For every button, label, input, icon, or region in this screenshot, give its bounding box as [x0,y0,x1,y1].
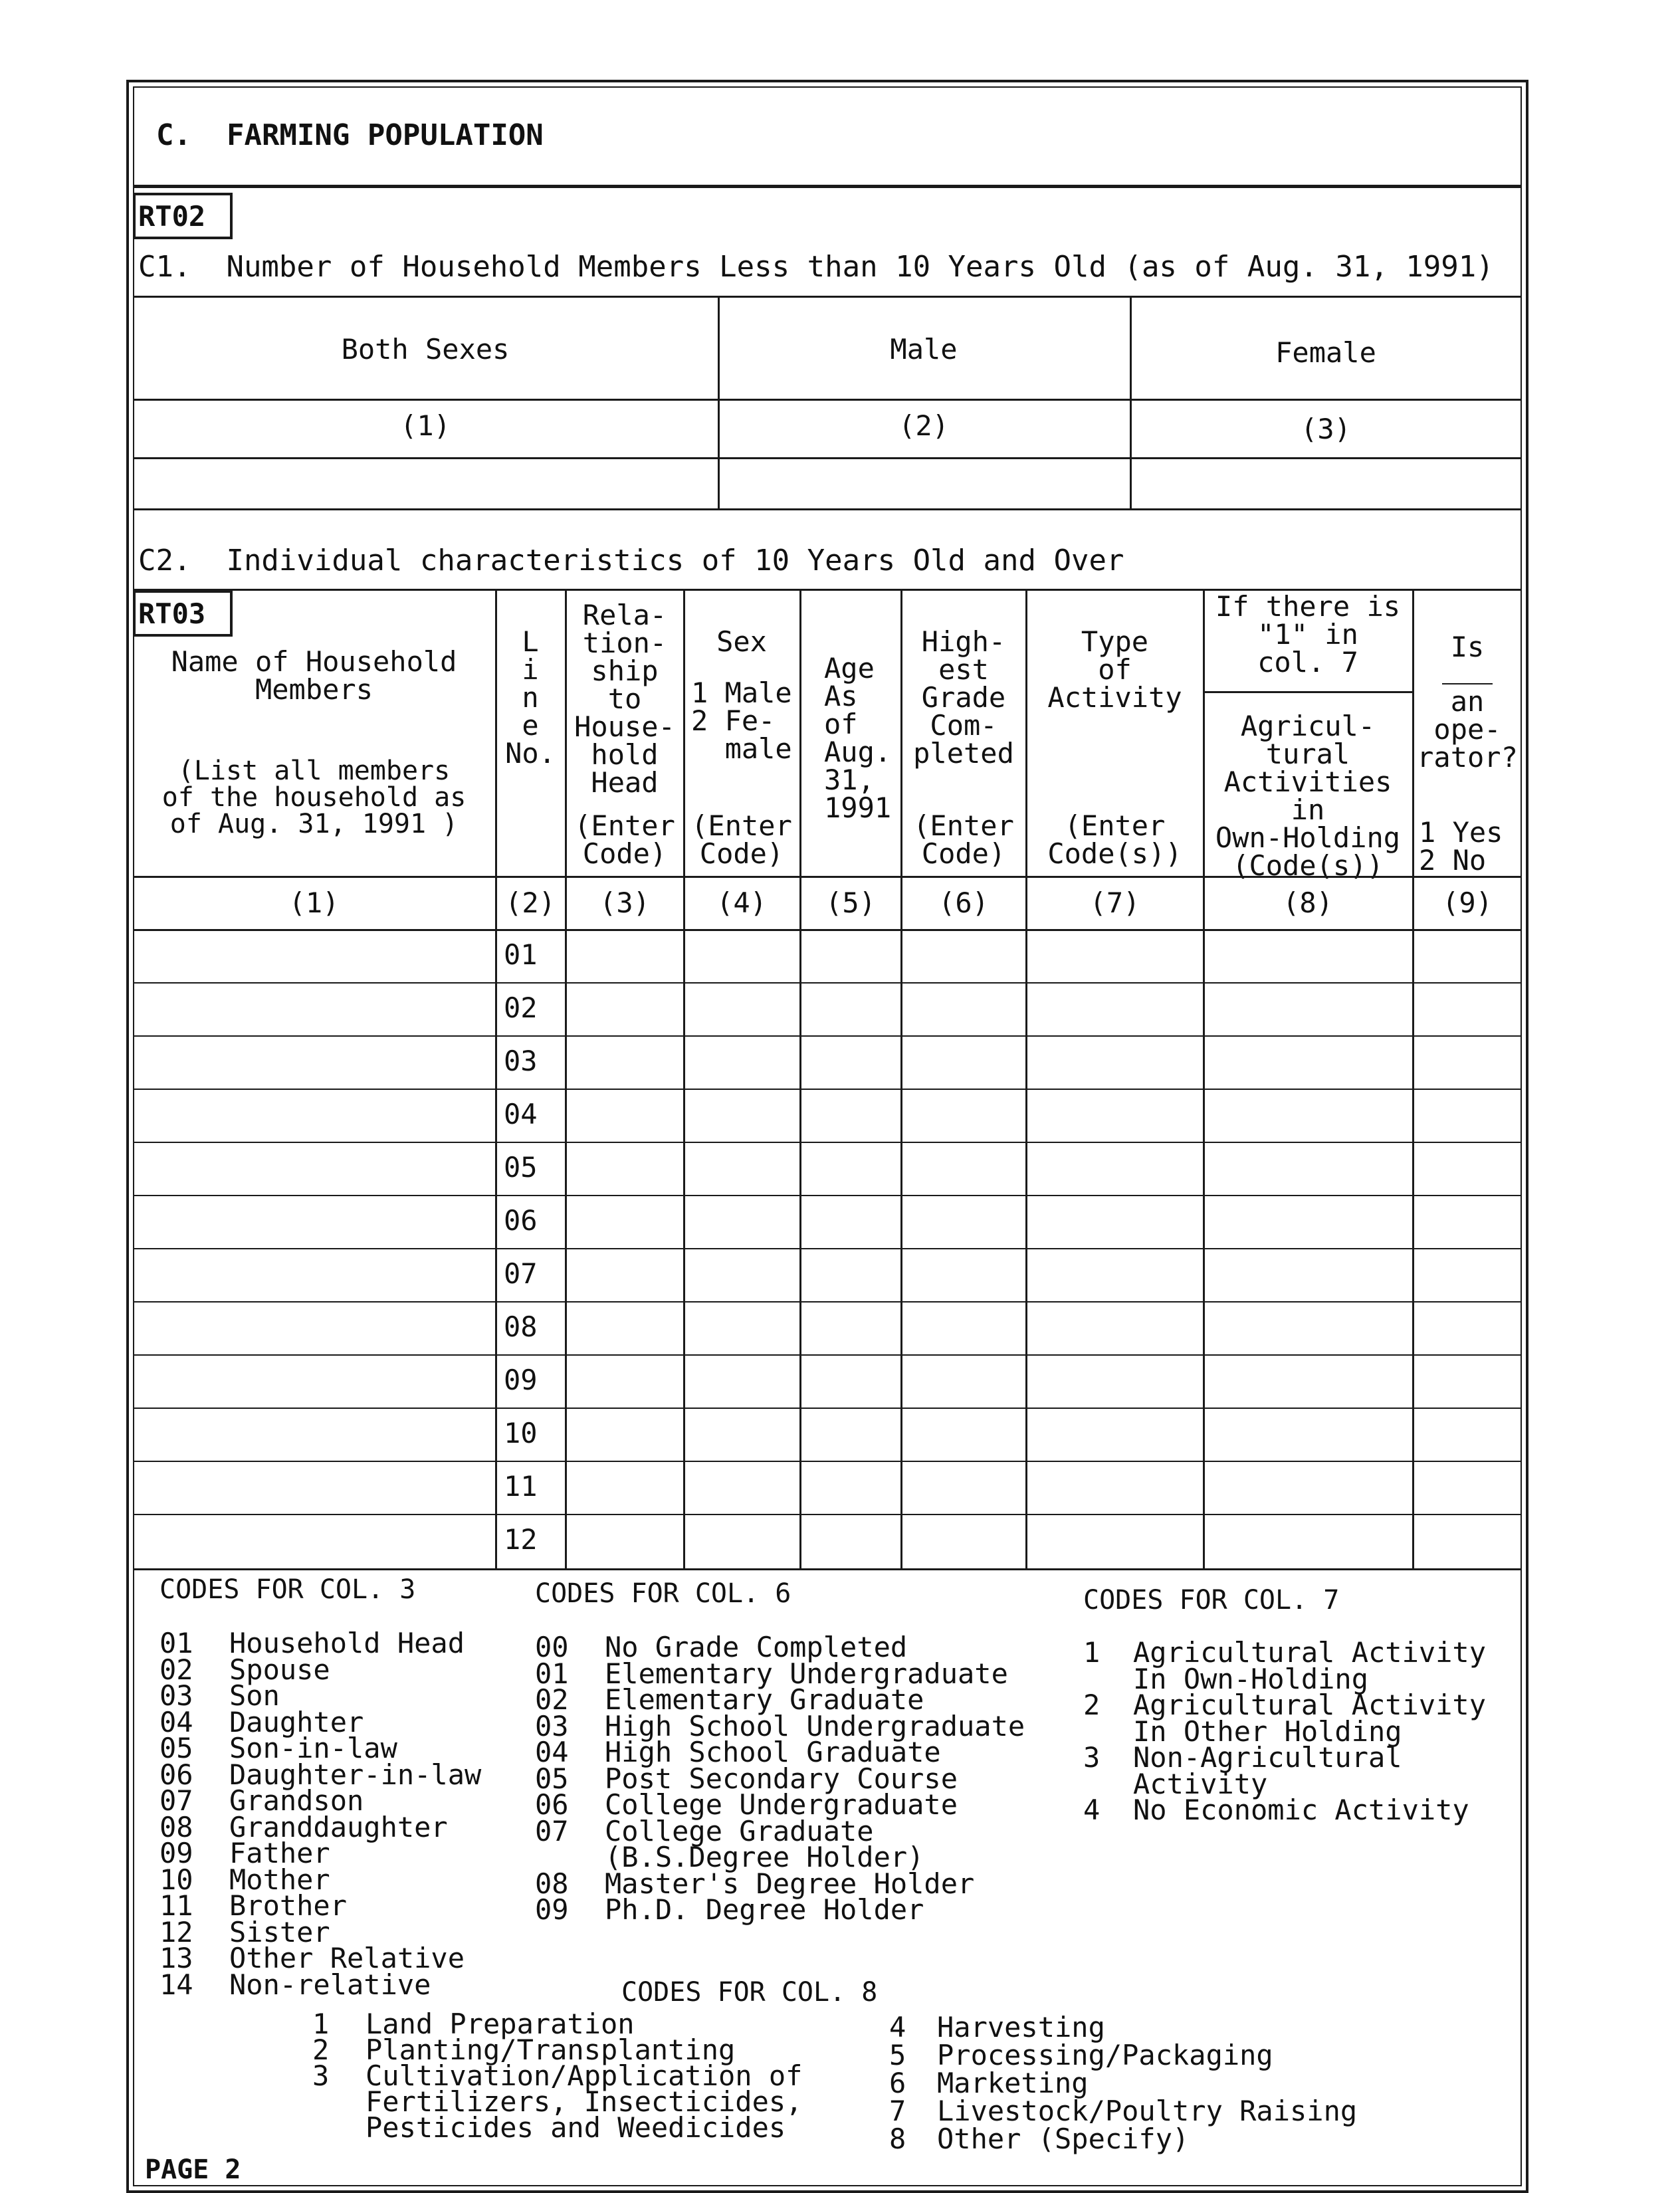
cell-sex[interactable] [685,984,797,1035]
c2-col4-header: Sex [716,625,767,658]
cell-operator[interactable] [1414,1410,1521,1460]
cell-agri-activities[interactable] [1205,1516,1410,1566]
cell-grade[interactable] [902,1144,1023,1194]
code-number: 5 [889,2039,906,2071]
cell-name[interactable] [135,1037,493,1088]
c2-col6-note: (Enter Code) [913,809,1014,870]
cell-name[interactable] [135,1463,493,1513]
cell-grade[interactable] [902,1516,1023,1566]
row-rule [133,1035,1522,1037]
c2-colnum-7: (7) [1089,887,1140,919]
code-number: 6 [889,2067,906,2099]
cell-sex[interactable] [685,1303,797,1354]
c2-col6-header: High- est Grade Com- pleted [913,625,1014,770]
rt03-label: RT03 [138,597,206,630]
code-label: Brother [229,1889,348,1922]
code-label: Sister [229,1915,330,1948]
row-rule [133,1089,1522,1090]
c1-header-both-sexes: Both Sexes [341,333,510,366]
code-label: Livestock/Poultry Raising [937,2095,1358,2127]
cell-relationship[interactable] [567,1091,681,1141]
line-number: 05 [504,1151,538,1184]
cell-age[interactable] [801,931,898,982]
code-number: 7 [889,2095,906,2127]
code-label: Harvesting [937,2011,1105,2043]
c2-colnum-3: (3) [599,887,650,919]
cell-grade[interactable] [902,1356,1023,1407]
cell-agri-activities[interactable] [1205,1197,1410,1247]
code-number: 05 [535,1762,569,1795]
cell-relationship[interactable] [567,931,681,982]
code-number: 3 [1083,1741,1101,1774]
cell-age[interactable] [801,1356,898,1407]
cell-relationship[interactable] [567,1356,681,1407]
code-number: 14 [159,1968,193,2001]
cell-age[interactable] [801,1250,898,1301]
c1-input-male[interactable] [720,459,1129,508]
cell-grade[interactable] [902,1303,1023,1354]
cell-age[interactable] [801,1037,898,1088]
cell-operator[interactable] [1414,1144,1521,1194]
row-rule [133,1514,1522,1515]
cell-name[interactable] [135,931,493,982]
code-label: Fertilizers, Insecticides, [366,2085,803,2118]
cell-operator[interactable] [1414,1250,1521,1301]
code-label: Planting/Transplanting [366,2034,736,2066]
code-number: 05 [159,1732,193,1764]
code-label: Master's Degree Holder [605,1867,975,1900]
line-number: 12 [504,1523,538,1556]
code-label: Marketing [937,2067,1089,2099]
c1-title: C1. Number of Household Members Less than 10 Years Old (as of Aug. 31, 1991) [138,250,1494,284]
row-rule [133,982,1522,984]
code-label: Son [229,1679,280,1712]
c2-colnum-9: (9) [1442,887,1493,919]
code-number: 4 [1083,1794,1101,1826]
c1-input-female[interactable] [1132,459,1521,508]
cell-sex[interactable] [685,1463,797,1513]
c2-col2-header: L i n e No. [505,625,556,770]
cell-age[interactable] [801,984,898,1035]
cell-grade[interactable] [902,984,1023,1035]
cell-activity[interactable] [1027,1410,1201,1460]
line-number: 10 [504,1417,538,1449]
cell-relationship[interactable] [567,1463,681,1513]
cell-activity[interactable] [1027,1516,1201,1566]
cell-relationship[interactable] [567,1197,681,1247]
code-number: 01 [535,1657,569,1690]
cell-sex[interactable] [685,1197,797,1247]
code-number: 13 [159,1942,193,1974]
c2-header-rule [133,876,1522,878]
cell-agri-activities[interactable] [1205,1303,1410,1354]
c2-col3-header: Rela- tion- ship to House- hold Head [574,599,675,799]
code-number: 11 [159,1889,193,1922]
code-label: Elementary Undergraduate [605,1657,1008,1690]
code-number: 4 [889,2011,906,2043]
code-number: 2 [312,2034,330,2066]
c2-bottom-rule [133,1568,1522,1570]
c1-header-rule [133,399,1522,401]
page-label: PAGE 2 [145,2154,241,2185]
row-rule [133,1248,1522,1249]
code-number: 3 [312,2059,330,2092]
row-rule [133,1408,1522,1409]
cell-activity[interactable] [1027,1091,1201,1141]
line-number: 07 [504,1257,538,1290]
line-number: 04 [504,1098,538,1130]
cell-agri-activities[interactable] [1205,1463,1410,1513]
code-number: 8 [889,2123,906,2155]
code-label: College Undergraduate [605,1788,958,1821]
cell-name[interactable] [135,1356,493,1407]
cell-relationship[interactable] [567,1303,681,1354]
code-number: 06 [535,1788,569,1821]
c2-col7-note: (Enter Code(s)) [1047,809,1182,870]
cell-activity[interactable] [1027,931,1201,982]
cell-sex[interactable] [685,1091,797,1141]
code-number: 04 [535,1736,569,1768]
cell-grade[interactable] [902,1037,1023,1088]
c2-col1-note: (List all members of the household as of Aug. 31, 1991 ) [161,756,467,839]
code-label: Pesticides and Weedicides [366,2111,786,2144]
code-label: Granddaughter [229,1810,448,1843]
code-label: Post Secondary Course [605,1762,958,1795]
cell-age[interactable] [801,1463,898,1513]
cell-sex[interactable] [685,1356,797,1407]
cell-age[interactable] [801,1410,898,1460]
c2-col9-header2: an ope- rator? [1417,685,1518,774]
code-label: In Other Holding [1133,1715,1402,1748]
c2-col9-codes: 1 Yes 2 No [1419,816,1503,877]
cell-activity[interactable] [1027,1197,1201,1247]
cell-grade[interactable] [902,931,1023,982]
cell-sex[interactable] [685,1516,797,1566]
cell-operator[interactable] [1414,1197,1521,1247]
line-number: 08 [504,1310,538,1343]
code-label: Other (Specify) [937,2123,1190,2155]
c2-title: C2. Individual characteristics of 10 Years Old and Over [138,544,1124,577]
cell-grade[interactable] [902,1463,1023,1513]
c1-input-both-sexes[interactable] [135,459,717,508]
code-label: No Economic Activity [1133,1794,1469,1826]
c2-col8-divider [1205,691,1412,693]
cell-operator[interactable] [1414,1303,1521,1354]
code-number: 1 [312,2008,330,2040]
cell-grade[interactable] [902,1410,1023,1460]
cell-name[interactable] [135,1250,493,1301]
line-number: 01 [504,938,538,971]
cell-age[interactable] [801,1516,898,1566]
code-number: 07 [159,1784,193,1817]
code-label: High School Graduate [605,1736,941,1768]
code-number: 03 [535,1709,569,1742]
code-label: Son-in-law [229,1732,397,1764]
code-number: 08 [535,1867,569,1900]
code-label: Daughter-in-law [229,1758,482,1791]
code-label: Activity [1133,1767,1268,1800]
cell-relationship[interactable] [567,1516,681,1566]
code-label: Cultivation/Application of [366,2059,803,2092]
code-label: Spouse [229,1653,330,1686]
c2-colnum-2: (2) [505,887,556,919]
code-label: Ph.D. Degree Holder [605,1893,924,1926]
code-number: 03 [159,1679,193,1712]
c2-colnum-6: (6) [938,887,989,919]
code-label: No Grade Completed [605,1631,908,1663]
cell-agri-activities[interactable] [1205,931,1410,982]
cell-name[interactable] [135,1410,493,1460]
cell-activity[interactable] [1027,1037,1201,1088]
code-number: 09 [159,1837,193,1869]
cell-name[interactable] [135,1144,493,1194]
cell-activity[interactable] [1027,1303,1201,1354]
cell-operator[interactable] [1414,1356,1521,1407]
code-label: Father [229,1837,330,1869]
code-number: 02 [535,1683,569,1716]
c1-colnum-2: (2) [898,409,949,442]
cell-relationship[interactable] [567,1410,681,1460]
code-number: 1 [1083,1636,1101,1669]
code-number: 04 [159,1705,193,1738]
cell-age[interactable] [801,1197,898,1247]
cell-agri-activities[interactable] [1205,984,1410,1035]
c2-col9-rule [1442,683,1493,684]
code-label: (B.S.Degree Holder) [605,1841,924,1873]
cell-age[interactable] [801,1303,898,1354]
cell-age[interactable] [801,1144,898,1194]
cell-name[interactable] [135,984,493,1035]
row-rule [133,1354,1522,1356]
c2-colnum-8: (8) [1283,887,1333,919]
cell-activity[interactable] [1027,984,1201,1035]
cell-grade[interactable] [902,1250,1023,1301]
code-label: Household Head [229,1627,465,1659]
cell-operator[interactable] [1414,931,1521,982]
cell-activity[interactable] [1027,1250,1201,1301]
cell-agri-activities[interactable] [1205,1410,1410,1460]
cell-activity[interactable] [1027,1356,1201,1407]
code-label: Grandson [229,1784,364,1817]
cell-sex[interactable] [685,1144,797,1194]
cell-relationship[interactable] [567,1250,681,1301]
c2-col7-header: Type of Activity [1047,625,1182,714]
cell-agri-activities[interactable] [1205,1356,1410,1407]
c2-colnum-1: (1) [288,887,340,919]
code-label: In Own-Holding [1133,1662,1369,1695]
code-number: 02 [159,1653,193,1686]
c1-header-male: Male [890,333,958,366]
code-label: College Graduate [605,1814,874,1847]
code-label: Elementary Graduate [605,1683,924,1716]
c1-colnum-1: (1) [400,409,451,442]
code-number: 10 [159,1863,193,1896]
code-number: 08 [159,1810,193,1843]
code-label: Other Relative [229,1942,465,1974]
cell-agri-activities[interactable] [1205,1091,1410,1141]
code-label: Processing/Packaging [937,2039,1273,2071]
line-number: 06 [504,1204,538,1237]
row-rule [133,1301,1522,1303]
cell-agri-activities[interactable] [1205,1037,1410,1088]
c2-colnum-5: (5) [825,887,876,919]
c2-col8-top: If there is "1" in col. 7 [1215,590,1401,679]
cell-name[interactable] [135,1091,493,1141]
cell-sex[interactable] [685,1250,797,1301]
row-rule [133,1142,1522,1143]
c1-header-female: Female [1275,336,1376,369]
c2-colnum-4: (4) [716,887,767,919]
code-number: 07 [535,1814,569,1847]
codes-col3-title: CODES FOR COL. 3 [159,1574,416,1605]
cell-activity[interactable] [1027,1144,1201,1194]
codes-col7-title: CODES FOR COL. 7 [1083,1585,1340,1616]
line-number: 09 [504,1364,538,1396]
c2-col5-header: Age As of Aug. 31, 1991 [824,652,892,824]
cell-activity[interactable] [1027,1463,1201,1513]
cell-name[interactable] [135,1197,493,1247]
code-label: Daughter [229,1705,364,1738]
cell-relationship[interactable] [567,984,681,1035]
c1-bottom-rule [133,508,1522,510]
cell-relationship[interactable] [567,1144,681,1194]
cell-sex[interactable] [685,1410,797,1460]
line-number: 02 [504,992,538,1024]
code-label: High School Undergraduate [605,1709,1025,1742]
cell-operator[interactable] [1414,1037,1521,1088]
code-label: Agricultural Activity [1133,1636,1487,1669]
c2-col8-header: Agricul- tural Activities in Own-Holding (Code(s)) [1215,710,1401,882]
c1-colnum-3: (3) [1301,413,1351,445]
code-label: Mother [229,1863,330,1896]
cell-sex[interactable] [685,1037,797,1088]
c1-top-rule [133,296,1522,298]
line-number: 03 [504,1045,538,1077]
cell-operator[interactable] [1414,1516,1521,1566]
cell-operator[interactable] [1414,1463,1521,1513]
code-label: Land Preparation [366,2008,635,2040]
cell-relationship[interactable] [567,1037,681,1088]
cell-sex[interactable] [685,931,797,982]
section-title: C. FARMING POPULATION [156,118,544,152]
rt02-label: RT02 [138,200,206,233]
c2-col1-header: Name of Household Members [171,645,457,706]
cell-agri-activities[interactable] [1205,1250,1410,1301]
c2-col4-codes: 1 Male 2 Fe- male [691,677,792,765]
code-number: 09 [535,1893,569,1926]
code-number: 12 [159,1915,193,1948]
cell-age[interactable] [801,1091,898,1141]
code-label: Agricultural Activity [1133,1689,1487,1721]
c2-col4-note: (Enter Code) [691,809,792,870]
codes-col6-title: CODES FOR COL. 6 [535,1578,791,1609]
code-number: 2 [1083,1689,1101,1721]
cell-grade[interactable] [902,1091,1023,1141]
code-number: 06 [159,1758,193,1791]
cell-operator[interactable] [1414,984,1521,1035]
cell-agri-activities[interactable] [1205,1144,1410,1194]
code-label: Non-relative [229,1968,431,2001]
cell-operator[interactable] [1414,1091,1521,1141]
c2-col9-header: Is [1450,631,1485,663]
cell-name[interactable] [135,1303,493,1354]
row-rule [133,1195,1522,1196]
c2-col3-note: (Enter Code) [574,809,675,870]
line-number: 11 [504,1470,538,1503]
code-number: 01 [159,1627,193,1659]
row-rule [133,1461,1522,1462]
codes-col8-title: CODES FOR COL. 8 [621,1977,878,2008]
code-number: 00 [535,1631,569,1663]
cell-name[interactable] [135,1516,493,1566]
code-label: Non-Agricultural [1133,1741,1402,1774]
cell-grade[interactable] [902,1197,1023,1247]
section-divider [133,185,1522,188]
